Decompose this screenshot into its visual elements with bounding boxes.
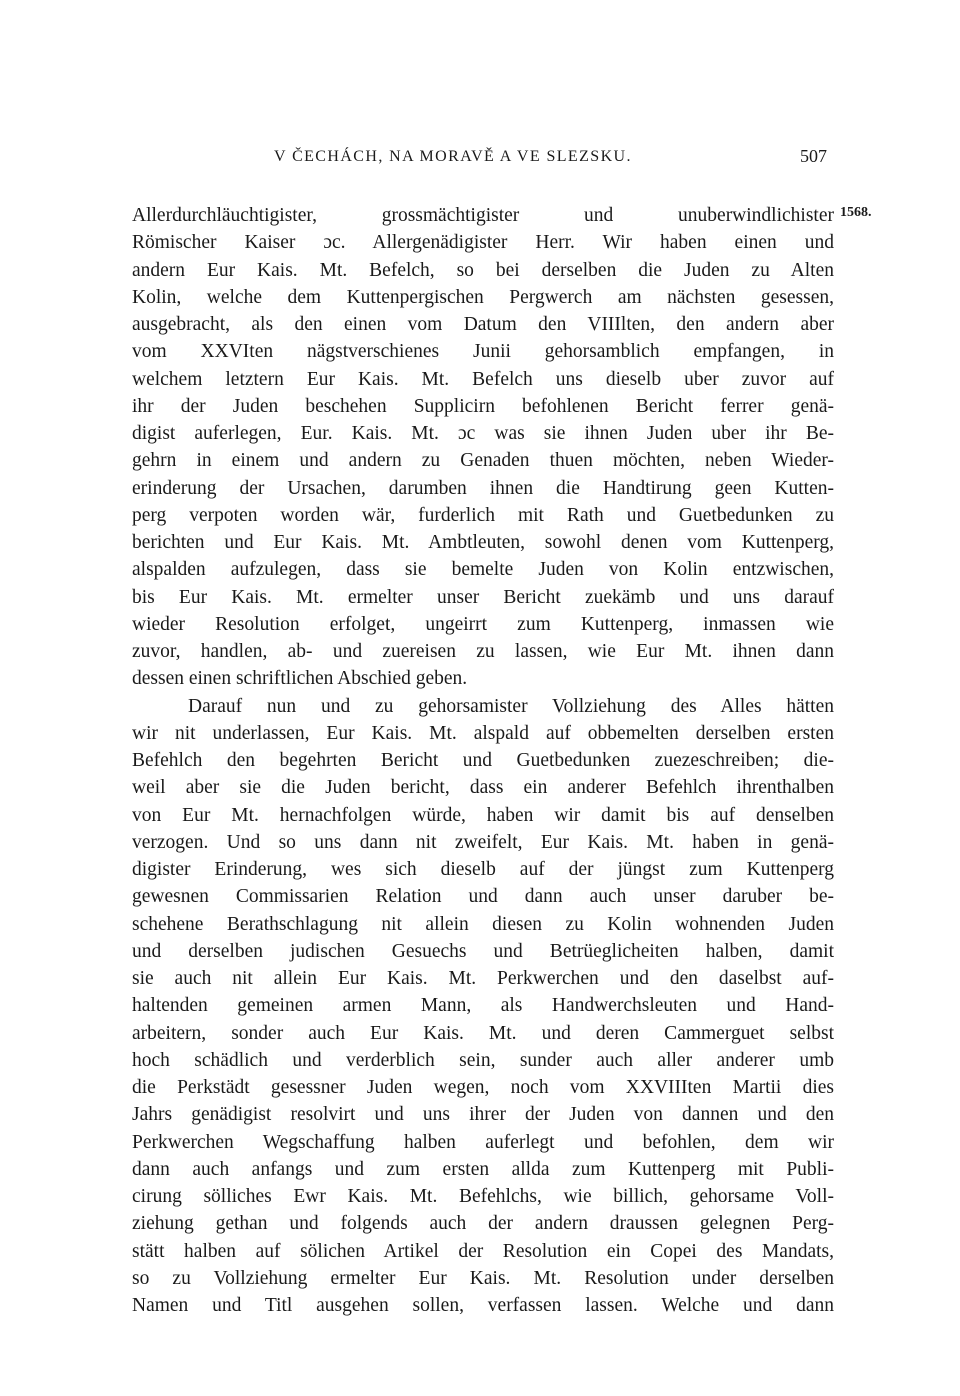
text-line: gehrn in einem und andern zu Genaden thuen möchten, neben Wieder-	[132, 450, 834, 472]
text-line: perg verpoten worden wär, furderlich mit Rath und Guetbedunken zu	[132, 504, 834, 526]
text-line: cirung sölliches Ewr Kais. Mt. Befehlchs, wie billich, gehorsame Voll-	[132, 1186, 834, 1207]
text-line: dann auch anfangs und zum ersten allda zum Kuttenperg mit Publi-	[132, 1158, 834, 1180]
margin-year-note: 1568.	[840, 205, 872, 220]
text-line: von Eur Mt. hernachfolgen würde, haben wir damit bis auf denselben	[132, 804, 834, 826]
text-line: Befehlch den begehrten Bericht und Guetbedunken zuezeschreiben; die-	[132, 750, 834, 771]
text-line: hoch schädlich und verderblich sein, sunder auch aller anderer umb	[132, 1049, 834, 1071]
text-line: Allerdurchläuchtigister, grossmächtigister und unuberwindlichister	[132, 205, 834, 226]
paragraph-end-line: dessen einen schriftlichen Abschied geben.	[132, 668, 468, 690]
text-line: schehene Berathschlagung nit allein diesen zu Kolin wohnenden Juden	[132, 913, 834, 935]
text-line: wir nit underlassen, Eur Kais. Mt. alspald auf obbemelten derselben ersten	[132, 722, 834, 744]
text-line: ihr der Juden beschehen Supplicirn befohlenen Bericht ferrer genä-	[132, 395, 834, 417]
text-line: stätt halben auf sölichen Artikel der Resolution ein Copei des Mandats,	[132, 1240, 834, 1262]
text-line: Jahrs genädigist resolvirt und uns ihrer der Juden von dannen und den	[132, 1104, 834, 1126]
text-line: vom XXVIten nägstverschienes Junii gehorsamblich empfangen, in	[132, 341, 834, 363]
text-line: verzogen. Und so uns dann nit zweifelt, Eur Kais. Mt. haben in genä-	[132, 831, 834, 853]
text-line: arbeitern, sonder auch Eur Kais. Mt. und deren Cammerguet selbst	[132, 1022, 834, 1044]
text-line: gewesnen Commissarien Relation und dann auch unser daruber be-	[132, 886, 834, 908]
text-line: Römischer Kaiser ɔc. Allergenädigister Herr. Wir haben einen und	[132, 232, 834, 254]
text-line: andern Eur Kais. Mt. Befelch, so bei derselben die Juden zu Alten	[132, 259, 834, 281]
text-line: und derselben judischen Gesuechs und Betrüeglicheiten halben, damit	[132, 940, 834, 962]
text-line: wieder Resolution erfolget, ungeirrt zum Kuttenperg, inmassen wie	[132, 613, 834, 635]
text-line: digister Erinderung, wes sich dieselb auf der jüngst zum Kuttenperg	[132, 859, 834, 880]
text-line: Namen und Titl ausgehen sollen, verfassen lassen. Welche und dann	[132, 1295, 834, 1316]
text-line: ausgebracht, als den einen vom Datum den VIIIlten, den andern aber	[132, 314, 834, 335]
text-line: sie auch nit allein Eur Kais. Mt. Perkwerchen und den daselbst auf-	[132, 968, 834, 989]
text-line: berichten und Eur Kais. Mt. Ambtleuten, sowohl denen vom Kuttenperg,	[132, 532, 834, 553]
running-head: V ČECHÁCH, NA MORAVĚ A VE SLEZSKU.	[274, 148, 632, 165]
text-line: ziehung gethan und folgends auch der andern draussen gelegnen Perg-	[132, 1213, 834, 1235]
text-line: erinderung der Ursachen, darumben ihnen die Handtirung geen Kutten-	[132, 477, 834, 499]
text-line: haltenden gemeinen armen Mann, als Handwerchsleuten und Hand-	[132, 995, 834, 1017]
paragraph-start-line: Darauf nun und zu gehorsamister Vollziehung des Alles hätten	[188, 695, 834, 717]
page-number: 507	[800, 146, 827, 166]
text-line: welchem letztern Eur Kais. Mt. Befelch uns dieselb uber zuvor auf	[132, 368, 834, 390]
text-line: weil aber sie die Juden bericht, dass ein anderer Befehlch ihrenthalben	[132, 777, 834, 799]
text-line: zuvor, handlen, ab- und zuereisen zu lassen, wie Eur Mt. ihnen dann	[132, 641, 834, 662]
text-line: bis Eur Kais. Mt. ermelter unser Bericht zuekämb und uns darauf	[132, 586, 834, 608]
text-line: digist auferlegen, Eur. Kais. Mt. ɔc was sie ihnen Juden uber ihr Be-	[132, 423, 834, 444]
text-line: die Perkstädt gesessner Juden wegen, noch vom XXVIIIten Martii dies	[132, 1077, 834, 1098]
text-line: Kolin, welche dem Kuttenpergischen Pergwerch am nächsten gesessen,	[132, 286, 834, 308]
text-line: Perkwerchen Wegschaffung halben auferlegt und befohlen, dem wir	[132, 1131, 834, 1153]
body-text	[132, 202, 834, 1319]
text-line: alspalden aufzulegen, dass sie bemelte Juden von Kolin entzwischen,	[132, 559, 834, 581]
text-line: so zu Vollziehung ermelter Eur Kais. Mt. Resolution under derselben	[132, 1267, 834, 1289]
